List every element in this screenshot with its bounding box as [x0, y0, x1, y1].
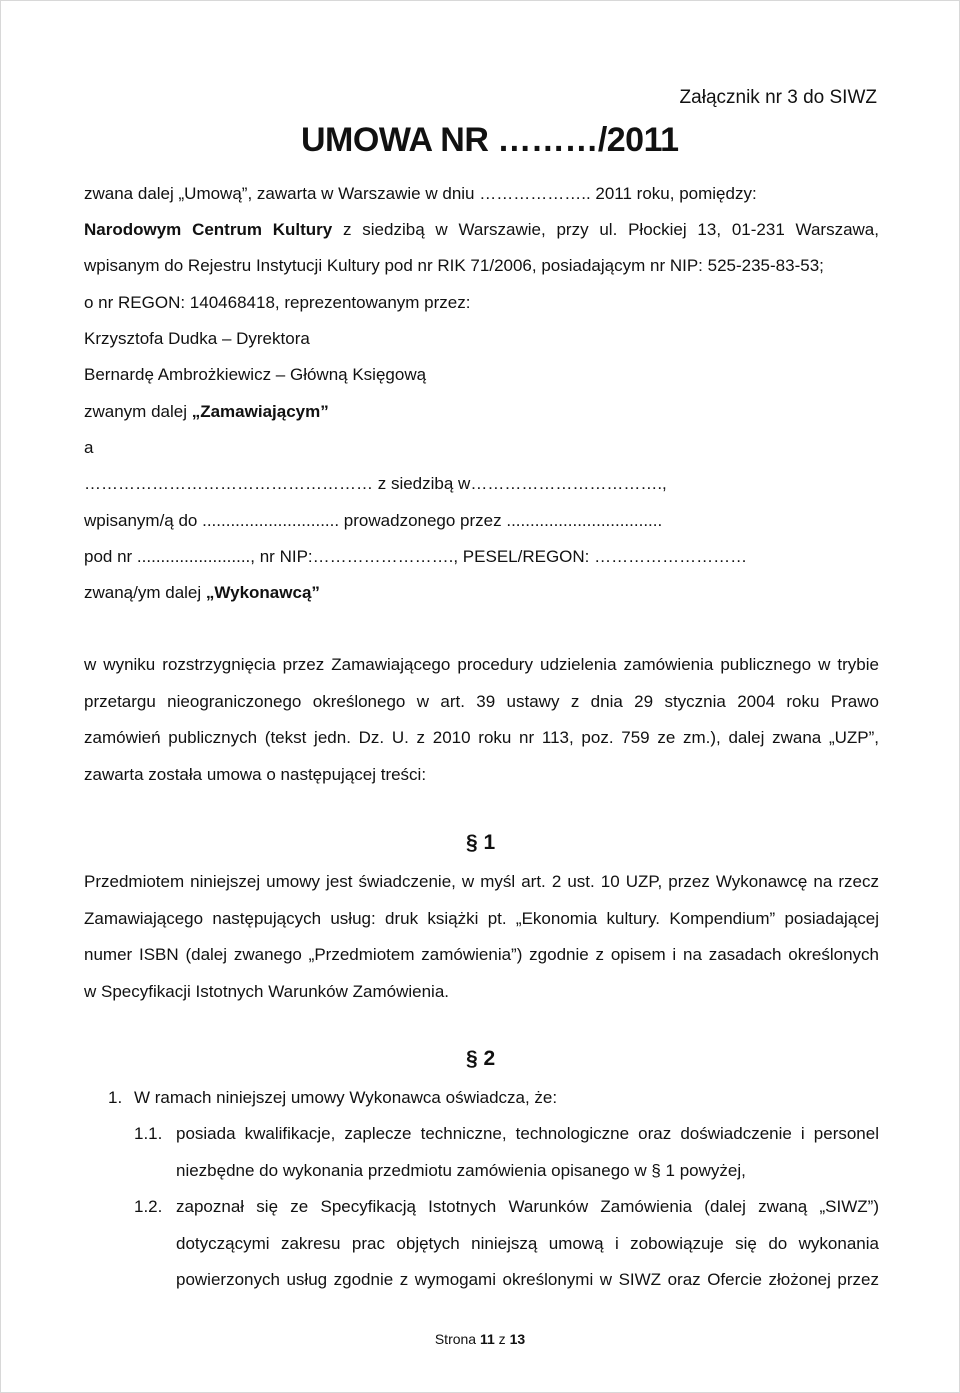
- party-name: Narodowym Centrum Kultury: [84, 220, 333, 239]
- item-1-number: 1.: [108, 1088, 123, 1107]
- preamble-line-4: zawarta została umowa o następującej treści:: [84, 764, 427, 784]
- contractor-definition: [84, 583, 320, 603]
- intro-line-4: o nr REGON: 140468418, reprezentowanym przez:: [84, 293, 471, 312]
- contract-title: UMOWA NR ………/2011: [301, 121, 679, 159]
- preamble-line-3: zamówień publicznych (tekst jedn. Dz. U. z 2010 roku nr 113, poz. 759 ze zm.), dalej zwana „UZP”,: [84, 728, 879, 747]
- section-2-heading: § 2: [466, 1047, 496, 1070]
- section-1-line-1: Przedmiotem niniejszej umowy jest świadczenie, w myśl art. 2 ust. 10 UZP, przez Wykonawcę na rzecz: [84, 872, 879, 891]
- contractor-line-2: wpisanym/ą do ............................. prowadzonego przez .................................: [84, 511, 663, 530]
- item-1-1-number: 1.1.: [134, 1124, 163, 1143]
- item-1-1-line-1: posiada kwalifikacje, zaplecze techniczne, technologiczne oraz doświadczenie i personel: [176, 1124, 879, 1143]
- representative-1: Krzysztofa Dudka – Dyrektora: [84, 329, 310, 348]
- client-name: „Zamawiającym”: [191, 402, 329, 421]
- item-1-2-number: 1.2.: [134, 1197, 163, 1216]
- item-1-1-text: [176, 1116, 879, 1189]
- preamble-line-1: w wyniku rozstrzygnięcia przez Zamawiającego procedury udzielenia zamówienia publicznego w trybie: [84, 655, 879, 674]
- total-pages-number: 13: [509, 1331, 526, 1347]
- client-definition: [84, 402, 329, 422]
- contractor-name: „Wykonawcą”: [205, 583, 320, 602]
- client-prefix: zwanym dalej: [84, 402, 192, 421]
- preamble: [84, 647, 879, 793]
- section-1-body: [84, 864, 879, 1010]
- contractor-prefix: zwaną/ym dalej: [84, 583, 206, 602]
- intro-line-2: [84, 220, 879, 240]
- current-page-number: 11: [479, 1331, 495, 1347]
- item-1-1-line-2: niezbędne do wykonania przedmiotu zamówienia opisanego w § 1 powyżej,: [176, 1160, 746, 1180]
- section-1-heading: § 1: [466, 831, 496, 854]
- item-1-2-line-1: zapoznał się ze Specyfikacją Istotnych Warunków Zamówienia (dalej zwaną „SIWZ”): [176, 1197, 879, 1216]
- footer-separator: z: [494, 1331, 510, 1347]
- intro-line-1: zwana dalej „Umową”, zawarta w Warszawie w dniu ……………….. 2011 roku, pomiędzy:: [84, 184, 757, 203]
- party-address: z siedzibą w Warszawie, przy ul. Płockiej 13, 01-231 Warszawa,: [332, 220, 879, 239]
- section-1-line-2: Zamawiającego następujących usług: druk książki pt. „Ekonomia kultury. Kompendium” posiadającej: [84, 908, 879, 928]
- conjunction-a: a: [84, 438, 94, 457]
- contractor-line-3: pod nr ........................, nr NIP:……………………., PESEL/REGON: ………………………: [84, 547, 748, 566]
- item-1-2-text: [176, 1189, 879, 1299]
- section-1-line-3: numer ISBN (dalej zwanego „Przedmiotem zamówienia”) zgodnie z opisem i na zasadach określonych: [84, 945, 879, 964]
- item-1-2-line-2: dotyczącymi zakresu prac objętych niniejszą umową i zobowiązuje się do wykonania: [176, 1233, 879, 1253]
- item-1-2-line-3: powierzonych usług zgodnie z wymogami określonymi w SIWZ oraz Ofercie złożonej przez: [176, 1270, 879, 1289]
- attachment-label: Załącznik nr 3 do SIWZ: [679, 87, 877, 108]
- item-1-text: W ramach niniejszej umowy Wykonawca oświadcza, że:: [134, 1088, 558, 1107]
- page-footer: [1, 1331, 959, 1347]
- section-1-line-4: w Specyfikacji Istotnych Warunków Zamówienia.: [84, 981, 450, 1001]
- footer-prefix: Strona: [434, 1331, 480, 1347]
- intro-line-3: wpisanym do Rejestru Instytucji Kultury pod nr RIK 71/2006, posiadającym nr NIP: 525-235-83-53;: [84, 256, 824, 275]
- preamble-line-2: przetargu nieograniczonego określonego w art. 39 ustawy z dnia 29 stycznia 2004 roku Prawo: [84, 691, 879, 711]
- representative-2: Bernardę Ambrożkiewicz – Główną Księgową: [84, 365, 427, 384]
- contractor-line-1: …………………………………………… z siedzibą w…………………………….,: [84, 474, 667, 493]
